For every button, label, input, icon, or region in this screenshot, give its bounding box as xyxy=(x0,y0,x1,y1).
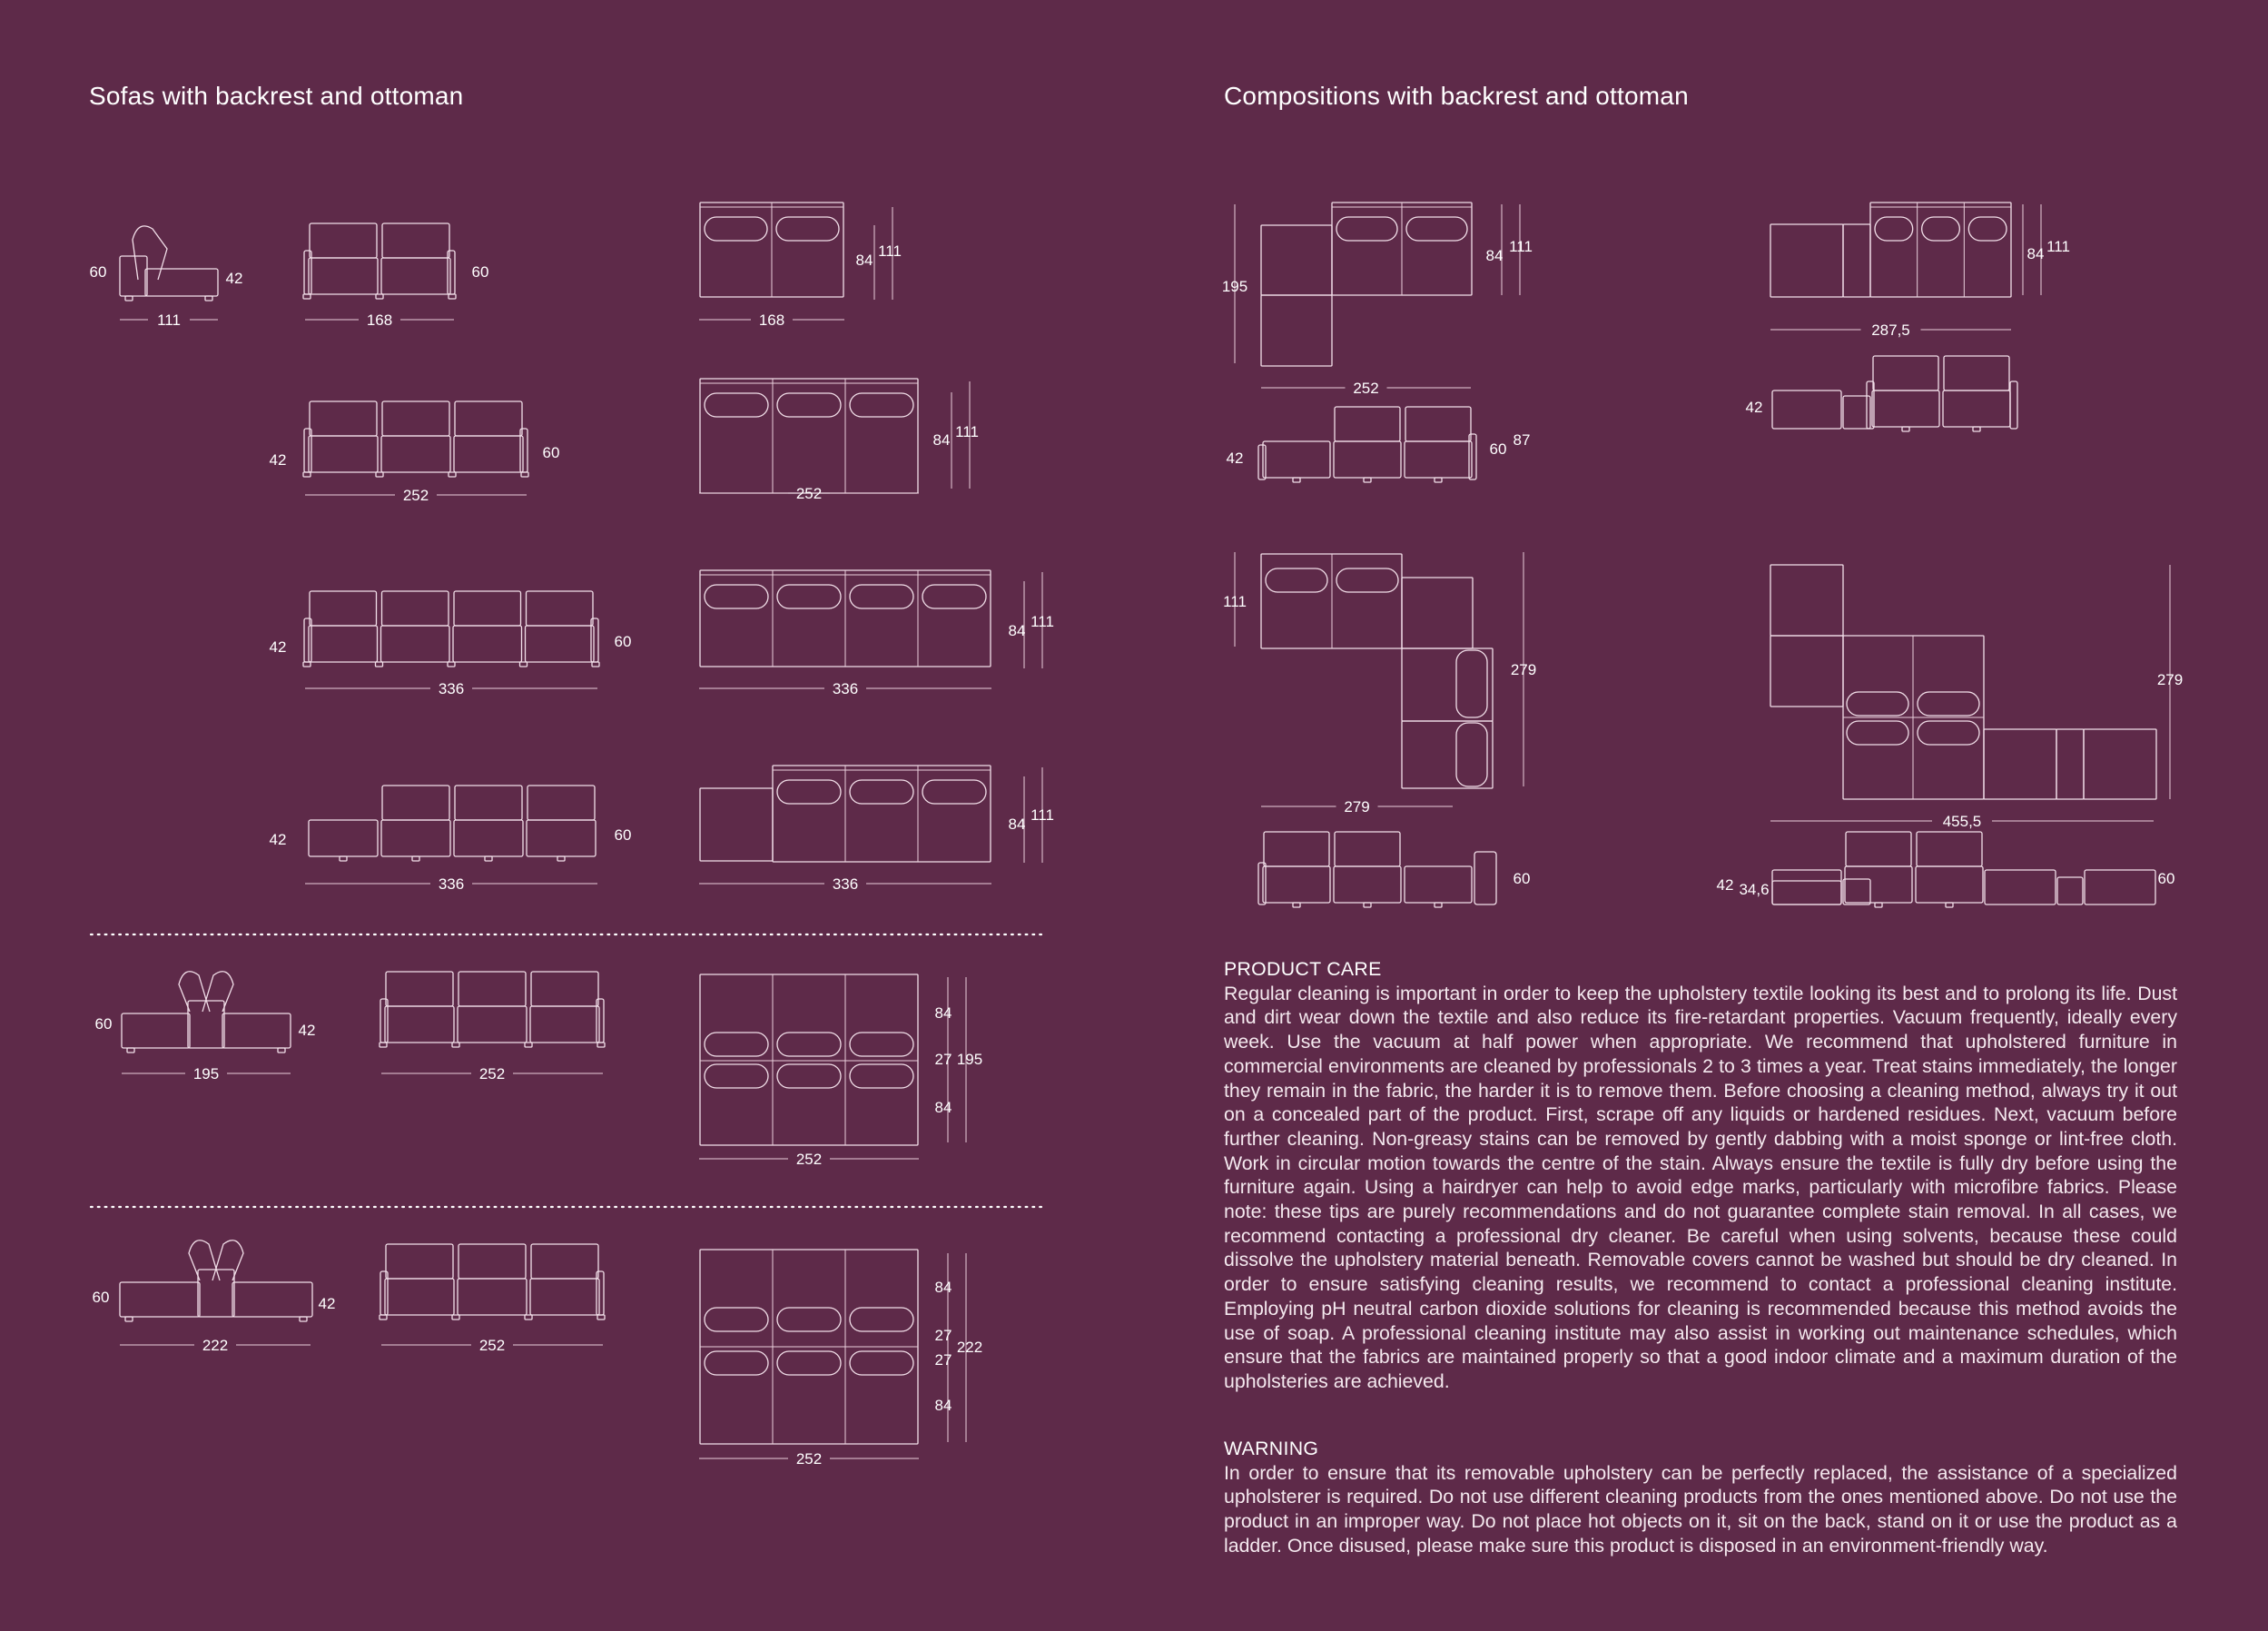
drawing-line xyxy=(1843,879,1870,904)
cushion xyxy=(777,780,841,804)
cushion xyxy=(922,780,986,804)
drawing-line xyxy=(1263,866,1330,903)
drawing-line xyxy=(525,1315,532,1320)
cushion xyxy=(777,393,841,417)
drawing-line xyxy=(340,856,347,861)
drawing-line xyxy=(122,1013,190,1048)
drawing-line xyxy=(1946,903,1953,907)
drawing-line xyxy=(303,472,311,477)
drawing-line xyxy=(458,1279,527,1315)
drawing-line xyxy=(385,1006,454,1043)
dimension-label: 252 xyxy=(478,1337,506,1354)
drawing-line xyxy=(202,972,233,1012)
dimension-label: 111 xyxy=(157,311,181,329)
cushion xyxy=(1847,721,1908,745)
dimension-label: 111 xyxy=(2046,238,2070,255)
dimension-label: 42 xyxy=(269,831,287,848)
drawing-line xyxy=(382,591,449,626)
drawing-line xyxy=(2084,729,2156,799)
drawing-line xyxy=(1770,224,1843,297)
dimension-label: 84 xyxy=(2026,245,2045,262)
dimension-label: 252 xyxy=(402,487,429,504)
cushion xyxy=(777,1033,841,1056)
drawing-line xyxy=(385,1279,454,1315)
dimension-label: 60 xyxy=(614,826,632,844)
drawing-line xyxy=(1943,390,2010,427)
drawing-line xyxy=(454,436,523,472)
dimension-label: 195 xyxy=(192,1065,220,1082)
product-care-text: Regular cleaning is important in order to keep the upholstery textile looking its best and to prolong its life. Dust and dirt wear down the textile and also reduce its fire-retardant properties. Vacuum frequently, ideally every week. Use the vacuum at half power when appropriate. We recommend that upholstered furniture in commercial environments are cleaned by professionals 2 to 3 times a year. Treat stains immediately, the longer they remain in the fabric, the harder it is to remove them. Before choosing a cleaning method, always try it out on a concealed part of the product. First, scrape off any liquids or hardened residues. Next, vacuum before further cleaning. Non-greasy stains can be removed by gently dabbing with a moist sponge or lint-free cloth. Work in circular motion towards the centre of the stain. Always ensure the textile is fully dry before using the furniture again. Using a hairdryer can help to avoid edge marks, particularly with microfibre fabrics. Please note: these tips are purely recommendations and do not guarantee complete stain removal. In all cases, we recommend contacting a professional dry cleaner. Be careful when using solvents, because these could dissolve the upholstery material beneath. Removable covers cannot be washed but should be dry cleaned. In order to ensure satisfying cleaning results, we recommend to contact a professional cleaning institute. Employing pH neutral carbon dioxide solutions for cleaning is recommended because this method avoids the use of soap. A professional cleaning institute may also assist in working out maintenance schedules, which ensure that the fabrics are maintained properly so that a good indoor climate and a maximum duration of the upholsteries are achieved. xyxy=(1224,982,2177,1392)
drawing-line xyxy=(133,226,167,280)
drawing-line xyxy=(448,662,455,667)
dimension-label: 279 xyxy=(1344,798,1370,816)
dimension-label: 252 xyxy=(1353,380,1379,397)
drawing-line xyxy=(2010,381,2017,429)
dimension-label: 279 xyxy=(2156,671,2184,688)
drawing-line xyxy=(303,662,311,667)
cushion xyxy=(776,217,839,241)
dimension-label: 111 xyxy=(1509,238,1533,255)
dimension-label: 222 xyxy=(956,1339,983,1356)
cushion xyxy=(850,1351,913,1375)
dimension-label: 84 xyxy=(932,431,951,449)
dimension-label: 60 xyxy=(92,1289,110,1306)
dimension-label: 42 xyxy=(225,270,243,287)
dimension-label: 42 xyxy=(269,638,287,656)
dimension-label: 60 xyxy=(1513,870,1531,887)
drawing-line xyxy=(386,1244,453,1279)
drawing-line xyxy=(376,472,383,477)
cushion xyxy=(850,780,913,804)
drawing-line xyxy=(700,379,918,493)
dimension-label: 195 xyxy=(1221,278,1248,295)
drawing-line xyxy=(232,1282,312,1317)
cushion xyxy=(1847,692,1908,716)
drawing-line xyxy=(455,401,522,436)
drawing-line xyxy=(412,856,419,861)
dimension-label: 336 xyxy=(832,875,859,893)
drawing-line xyxy=(1772,870,1841,904)
drawing-line xyxy=(125,1317,133,1321)
cushion xyxy=(777,1308,841,1331)
dimension-label: 87 xyxy=(1513,431,1531,449)
drawing-line xyxy=(1261,225,1332,295)
dimension-label: 168 xyxy=(366,311,393,329)
dimension-label: 42 xyxy=(1745,399,1763,416)
dimension-label: 60 xyxy=(542,444,560,461)
drawing-line xyxy=(1334,441,1401,478)
dimension-label: 84 xyxy=(1008,816,1026,833)
product-care-title: PRODUCT CARE xyxy=(1224,958,1382,980)
drawing-line xyxy=(382,786,449,820)
drawing-line xyxy=(2085,870,2155,904)
dimension-label: 27 xyxy=(934,1327,952,1344)
cushion xyxy=(705,1308,768,1331)
drawing-line xyxy=(376,294,383,299)
drawing-line xyxy=(127,1048,134,1053)
cushion xyxy=(777,585,841,608)
cushion xyxy=(850,393,913,417)
warning-section xyxy=(1224,1437,2177,1558)
drawing-line xyxy=(1984,729,2056,799)
drawing-line xyxy=(382,401,449,436)
cushion xyxy=(850,1033,913,1056)
drawing-line xyxy=(1770,636,1843,707)
drawing-line xyxy=(1364,903,1371,907)
cushion xyxy=(1336,568,1398,592)
dimension-label: 84 xyxy=(1008,622,1026,639)
dimension-label: 42 xyxy=(1716,876,1734,894)
drawing-line xyxy=(309,436,378,472)
drawing-line xyxy=(198,1270,234,1317)
drawing-line xyxy=(1474,852,1496,904)
drawing-line xyxy=(380,1043,387,1047)
drawing-line xyxy=(1263,441,1330,478)
drawing-line xyxy=(1334,866,1401,903)
warning-title: WARNING xyxy=(1224,1438,1319,1459)
cushion xyxy=(705,1064,768,1088)
dimension-label: 60 xyxy=(471,263,489,281)
dimension-label: 336 xyxy=(438,875,465,893)
drawing-line xyxy=(120,256,147,296)
drawing-line xyxy=(222,1013,291,1048)
dimension-label: 60 xyxy=(1489,440,1507,458)
dimension-label: 84 xyxy=(855,252,873,269)
drawing-line xyxy=(1843,224,1870,297)
cushion xyxy=(1406,217,1467,241)
drawing-line xyxy=(125,296,133,301)
cushion xyxy=(850,1308,913,1331)
drawing-line xyxy=(1402,578,1473,648)
drawing-line xyxy=(1258,445,1266,479)
dimension-label: 111 xyxy=(1030,613,1054,630)
dimension-label: 195 xyxy=(956,1051,983,1068)
drawing-line xyxy=(310,401,377,436)
drawing-line xyxy=(382,223,449,258)
dimension-label: 60 xyxy=(94,1015,113,1033)
cushion xyxy=(850,585,913,608)
right-section-title: Compositions with backrest and ottoman xyxy=(1224,82,1689,110)
cushion xyxy=(1918,721,1979,745)
drawing-line xyxy=(458,1006,527,1043)
drawing-line xyxy=(1402,648,1493,721)
dimension-label: 27 xyxy=(934,1051,952,1068)
dimension-label: 336 xyxy=(438,680,465,697)
dimension-label: 455,5 xyxy=(1942,813,1982,830)
drawing-line xyxy=(1258,863,1266,904)
dimension-label: 42 xyxy=(1226,450,1244,467)
dimension-label: 252 xyxy=(795,1151,823,1168)
drawing-line xyxy=(1902,427,1909,431)
drawing-line xyxy=(454,820,523,856)
dimension-label: 42 xyxy=(269,451,287,469)
cushion xyxy=(705,1351,768,1375)
dimension-label: 60 xyxy=(89,263,107,281)
drawing-line xyxy=(528,786,595,820)
left-section-title: Sofas with backrest and ottoman xyxy=(89,82,464,110)
dimension-label: 252 xyxy=(795,485,823,502)
drawing-line xyxy=(597,1315,605,1320)
dimension-label: 84 xyxy=(934,1397,952,1414)
cushion xyxy=(1922,217,1960,241)
drawing-line xyxy=(1402,721,1493,788)
drawing-line xyxy=(1335,832,1400,866)
dimension-label: 84 xyxy=(934,1279,952,1296)
warning-text: In order to ensure that its removable upholstery can be perfectly replaced, the assistance of a specialized upholsterer is required. Do not use different cleaning products from the ones mentioned above. Do not use the product in an improper way. Do not place hot objects on it, sit on the back, stand on it or use the product as a ladder. Once disused, please make sure this product is disposed in an environment-friendly way. xyxy=(1224,1461,2177,1557)
drawing-line xyxy=(1845,866,1912,903)
drawing-line xyxy=(1916,866,1983,903)
dimension-label: 252 xyxy=(795,1450,823,1468)
drawing-line xyxy=(452,1043,459,1047)
dimension-label: 287,5 xyxy=(1871,321,1910,339)
drawing-line xyxy=(380,1315,387,1320)
drawing-line xyxy=(205,296,212,301)
cushion xyxy=(922,585,986,608)
drawing-line xyxy=(455,786,522,820)
drawing-line xyxy=(309,258,378,294)
cushion xyxy=(850,1064,913,1088)
drawing-line xyxy=(531,972,598,1006)
drawing-line xyxy=(1264,832,1329,866)
drawing-line xyxy=(310,591,377,626)
drawing-line xyxy=(1405,866,1472,903)
drawing-line xyxy=(381,436,450,472)
drawing-line xyxy=(381,258,450,294)
cushion xyxy=(705,393,768,417)
dimension-label: 111 xyxy=(1030,806,1054,824)
dimension-label: 168 xyxy=(758,311,785,329)
drawing-line xyxy=(527,820,596,856)
cushion xyxy=(1266,568,1327,592)
dimension-label: 111 xyxy=(955,423,979,440)
dimension-label: 252 xyxy=(478,1065,506,1082)
drawing-line xyxy=(525,1043,532,1047)
drawing-line xyxy=(520,662,528,667)
drawing-line xyxy=(485,856,492,861)
cushion xyxy=(1456,650,1487,717)
drawing-line xyxy=(303,294,311,299)
drawing-line xyxy=(376,662,383,667)
drawing-line xyxy=(526,626,595,662)
drawing-line xyxy=(557,856,565,861)
cushion xyxy=(705,585,768,608)
drawing-line xyxy=(188,1001,224,1048)
drawing-line xyxy=(212,1241,243,1280)
dimension-label: 84 xyxy=(934,1099,952,1116)
drawing-line xyxy=(1985,870,2056,904)
drawing-line xyxy=(2056,729,2084,799)
cushion xyxy=(1968,217,2007,241)
drawing-line xyxy=(530,1279,599,1315)
cushion xyxy=(705,217,767,241)
drawing-line xyxy=(300,1317,307,1321)
drawing-line xyxy=(179,972,210,1012)
dimension-label: 60 xyxy=(614,633,632,650)
drawing-line xyxy=(1293,478,1300,482)
drawing-line xyxy=(521,472,528,477)
drawing-line xyxy=(1875,903,1882,907)
drawing-line xyxy=(145,269,218,296)
cushion xyxy=(1456,723,1487,786)
drawing-line xyxy=(1435,903,1442,907)
dimension-label: 34,6 xyxy=(1739,881,1770,898)
drawing-line xyxy=(1846,832,1911,866)
drawing-line xyxy=(459,972,526,1006)
drawing-line xyxy=(597,1043,605,1047)
drawing-line xyxy=(454,591,521,626)
drawing-line xyxy=(1364,478,1371,482)
drawing-line xyxy=(700,788,773,861)
dimension-label: 42 xyxy=(298,1022,316,1039)
drawing-line xyxy=(309,626,378,662)
drawing-line xyxy=(1335,407,1400,441)
drawing-line xyxy=(1405,407,1471,441)
drawing-line xyxy=(700,974,918,1145)
drawing-line xyxy=(120,1282,200,1317)
drawing-line xyxy=(531,1244,598,1279)
cushion xyxy=(777,1351,841,1375)
drawing-line xyxy=(1772,881,1841,904)
dimension-label: 42 xyxy=(318,1295,336,1312)
drawing-line xyxy=(381,626,450,662)
drawing-line xyxy=(2057,877,2083,904)
drawing-line xyxy=(1917,832,1982,866)
drawing-line xyxy=(1872,390,1939,427)
dimension-label: 222 xyxy=(202,1337,229,1354)
drawing-line xyxy=(452,1315,459,1320)
cushion xyxy=(1918,692,1979,716)
drawing-line xyxy=(278,1048,285,1053)
drawing-line xyxy=(1261,295,1332,366)
product-care-section xyxy=(1224,957,2177,1394)
drawing-line xyxy=(527,591,594,626)
drawing-line xyxy=(459,1244,526,1279)
cushion xyxy=(705,1033,768,1056)
drawing-line xyxy=(449,294,456,299)
dimension-label: 60 xyxy=(2157,870,2175,887)
drawing-line xyxy=(1405,441,1472,478)
dimension-label: 279 xyxy=(1510,661,1537,678)
drawing-line xyxy=(592,662,599,667)
cushion xyxy=(1875,217,1913,241)
drawing-line xyxy=(530,1006,599,1043)
dimension-label: 27 xyxy=(934,1351,952,1369)
drawing-line xyxy=(1973,427,1980,431)
drawing-line xyxy=(309,820,378,856)
drawing-line xyxy=(386,972,453,1006)
dimension-label: 111 xyxy=(878,242,902,260)
drawing-line xyxy=(381,820,450,856)
drawing-line xyxy=(1770,565,1843,636)
dimension-label: 336 xyxy=(832,680,859,697)
dimension-label: 84 xyxy=(934,1004,952,1022)
drawing-line xyxy=(1435,478,1442,482)
drawing-line xyxy=(453,626,522,662)
dimension-label: 84 xyxy=(1485,247,1504,264)
drawing-line xyxy=(1944,356,2009,390)
drawing-line xyxy=(189,1241,220,1280)
drawing-line xyxy=(449,472,456,477)
cushion xyxy=(1336,217,1397,241)
drawing-line xyxy=(1772,390,1841,429)
drawing-line xyxy=(310,223,377,258)
drawing-line xyxy=(1293,903,1300,907)
dimension-label: 111 xyxy=(1223,593,1247,610)
drawing-line xyxy=(1873,356,1938,390)
cushion xyxy=(777,1064,841,1088)
